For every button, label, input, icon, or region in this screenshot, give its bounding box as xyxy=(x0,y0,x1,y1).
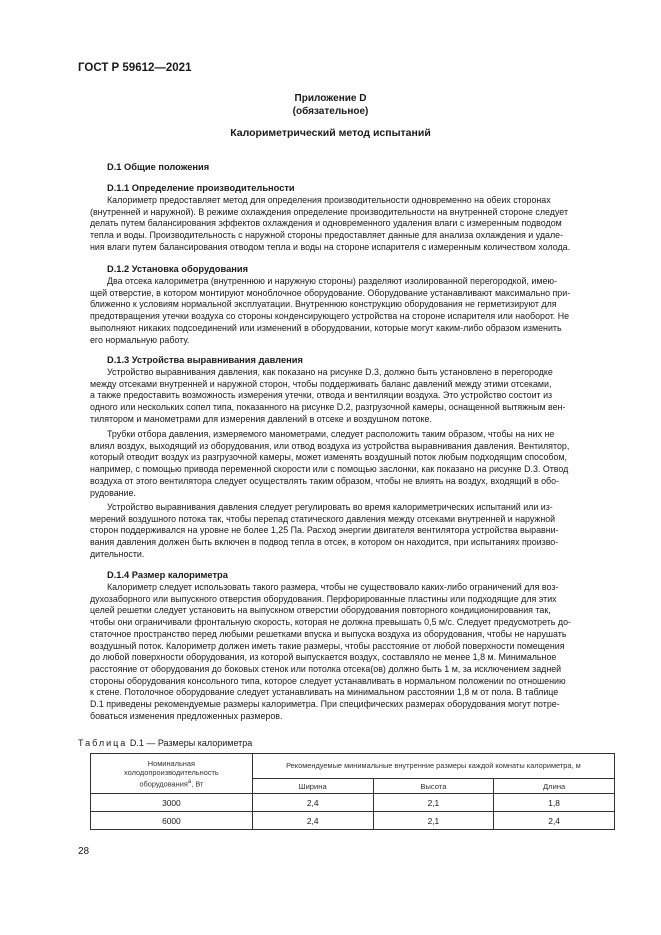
header-line: Номинальная xyxy=(147,758,195,768)
text-line: воздушный поток. Калориметр должен иметь такие размеры, чтобы расстояние от любой поверхности помещения xyxy=(90,640,565,651)
header-line-text: оборудования xyxy=(139,778,188,788)
section-heading-d1: D.1 Общие положения xyxy=(107,162,210,172)
annex-status: (обязательное) xyxy=(292,106,369,117)
paragraph-d11 xyxy=(90,195,615,254)
header-line: холодопроизводительность xyxy=(124,768,219,778)
text-line: тилятором и манометрами для измерения давлений в отсеке и воздушном потоке. xyxy=(90,413,432,424)
text-line: например, с помощью привода переменной скорости или с помощью заслонки, как показано на рисунке D.3. Отвод xyxy=(90,464,569,475)
table-caption xyxy=(78,738,252,748)
text-line: к стене. Потолочное оборудование следует устанавливать на минимальном расстоянии 1,8 м от пола. В таблице xyxy=(90,687,559,698)
section-heading-d14: D.1.4 Размер калориметра xyxy=(107,570,228,580)
page-number: 28 xyxy=(78,846,90,857)
table-header-length: Длина xyxy=(494,779,615,794)
paragraph-d12 xyxy=(90,276,615,346)
text-line: дительности. xyxy=(90,548,145,559)
text-line: боваться изменения предложенных размеров. xyxy=(90,710,283,721)
table-caption-text: D.1 — Размеры калориметра xyxy=(129,738,253,748)
table-cell: 3000 xyxy=(91,794,253,812)
text-line: Трубки отбора давления, измеряемого манометрами, следует расположить таким образом, чтобы на них не xyxy=(107,429,555,439)
paragraph-d14 xyxy=(90,582,615,722)
text-line: сторон поддерживался на уровне не более 1,25 Па. Расход энергии двигателя вентилятора устройства выравни- xyxy=(90,525,559,536)
table-cell: 6000 xyxy=(91,812,253,830)
text-line: до любой поверхности оборудования, из которой выпускается воздух, составляло не менее 1,8 м. Минимальное xyxy=(90,652,557,663)
text-line: одного или нескольких сопел типа, показанного на рисунке D.2, разгрузочной камеры, оснащенной вытяжным вен- xyxy=(90,402,566,413)
text-line: его нормальную работу. xyxy=(90,334,190,345)
standard-header: ГОСТ Р 59612—2021 xyxy=(78,62,192,74)
table-cell: 1,8 xyxy=(494,794,615,812)
text-line: рудование. xyxy=(90,487,136,498)
text-line: чтобы они ограничивали фронтальную скорость, которая не должна превышать 0,5 м/с. Следует предусмотреть до- xyxy=(90,617,571,628)
text-line: щей отверстие, в котором монтируют моноблочное оборудование. Оборудование устанавливают максимально при- xyxy=(90,287,571,298)
text-line: статочное пространство перед любыми решетками впуска и выпуска воздуха из оборудования, чтобы не нарушать xyxy=(90,628,567,639)
text-line: мерений воздушного потока так, чтобы перепад статического давления между отсеками внутренней и наружной xyxy=(90,513,556,524)
text-line: Устройство выравнивания давления, как показано на рисунке D.3, должно быть установлено в перегородке xyxy=(107,367,553,377)
table-header-capacity xyxy=(91,754,253,794)
paragraph-d13-2 xyxy=(90,429,615,499)
text-line: стороны оборудования консольного типа, которое следует устанавливать в нормальном положении по отношению xyxy=(90,675,566,686)
annex-label: Приложение D xyxy=(294,93,367,104)
table-cell: 2,1 xyxy=(373,794,494,812)
text-line: духозаборного или выпускного отверстия оборудования. Перфорированные пластины или подходящие для этих xyxy=(90,593,557,604)
header-line xyxy=(91,778,252,789)
text-line: который отводит воздух из разгрузочной камеры, может изменять воздушный поток любым подходящим способом, xyxy=(90,452,568,463)
table-cell: 2,4 xyxy=(252,794,373,812)
header-line-unit: , Вт xyxy=(191,778,204,788)
text-line: Калориметр следует использовать такого размера, чтобы не существовало каких-либо ограничений для воз- xyxy=(107,582,559,592)
table-cell: 2,1 xyxy=(373,812,494,830)
table-header-height: Высота xyxy=(373,779,494,794)
text-line: ближенно к условиям нормальной эксплуатации. Внутреннюю конструкцию оборудования не герметизируют для xyxy=(90,299,557,310)
text-line: (внутренней и наружной). В режиме охлаждения определение производительности на внутренней стороне следует xyxy=(90,206,569,217)
table-row xyxy=(91,794,615,812)
text-line: D.1 приведены рекомендуемые размеры калориметра. При специфических размерах оборудования могут потре- xyxy=(90,699,560,710)
text-line: выполняют никаких подсоединений или изменений в оборудовании, которые могут каким-либо образом изменить xyxy=(90,322,562,333)
footnote-marker: а xyxy=(187,778,192,785)
table-cell: 2,4 xyxy=(252,812,373,830)
section-heading-d11: D.1.1 Определение производительности xyxy=(107,183,295,193)
text-line: между отсеками внутренней и наружной сторон, чтобы поддерживать баланс давлений между этими отсеками, xyxy=(90,378,552,389)
text-line: делать путем балансирования эффектов охлаждения и одновременного удаления влаги с измеренным подводом xyxy=(90,218,562,229)
table-cell: 2,4 xyxy=(494,812,615,830)
text-line: предотвращения утечки воздуха со стороны конденсирующего устройства на стороне испарителя или наоборот. Не xyxy=(90,311,570,322)
text-line: вания давления должен быть включен в подвод тепла в отсек, в котором он находится, при испытаниях произво- xyxy=(90,537,559,548)
section-heading-d13: D.1.3 Устройства выравнивания давления xyxy=(107,355,303,365)
text-line: а также предоставить возможность измерения утечки, отвода и вентиляции воздуха. Это устройство состоит из xyxy=(90,390,553,401)
paragraph-d13-3 xyxy=(90,502,615,561)
section-heading-d12: D.1.2 Установка оборудования xyxy=(107,264,249,274)
text-line: тепла и воды. Производительность с наружной стороны предоставляет данные для анализа охлаждения и удале- xyxy=(90,230,564,241)
text-line: ния влаги путем балансирования отводом тепла и воды на стороне испарителя с измеренным количеством холода. xyxy=(90,241,571,252)
text-line: воздуха от этого вентилятора следует осуществлять таким образом, чтобы не влиять на воздух, входящий в обо- xyxy=(90,475,560,486)
table-header-dimensions: Рекомендуемые минимальные внутренние размеры каждой комнаты калориметра, м xyxy=(252,754,614,779)
text-line: влиял воздух, выходящий из оборудования, или отвод воздуха из устройства выравнивания давления. Вентилятор, xyxy=(90,440,570,451)
text-line: Устройство выравнивания давления следует регулировать во время калориметрических испытаний или из- xyxy=(107,502,553,512)
calorimeter-dimensions-table xyxy=(90,753,615,830)
text-line: расстояние от оборудования до боковых стенок или потолка отсека(ов) должно быть 1 м, за исключением задней xyxy=(90,663,562,674)
text-line: целей решетки следует установить на выпускном отверстии оборудования повторного кондиционирования так, xyxy=(90,605,551,616)
table-header-width: Ширина xyxy=(252,779,373,794)
annex-title: Калориметрический метод испытаний xyxy=(230,127,431,139)
paragraph-d13-1 xyxy=(90,367,615,426)
table-caption-word: Таблица xyxy=(78,738,128,748)
annex-label-block xyxy=(0,92,661,118)
text-line: Калориметр предоставляет метод для определения производительности одновременно на обеих сторонах xyxy=(107,195,551,205)
table-row xyxy=(91,812,615,830)
text-line: Два отсека калориметра (внутреннюю и наружную стороны) разделяют изолированной перегородкой, имею- xyxy=(107,276,558,286)
